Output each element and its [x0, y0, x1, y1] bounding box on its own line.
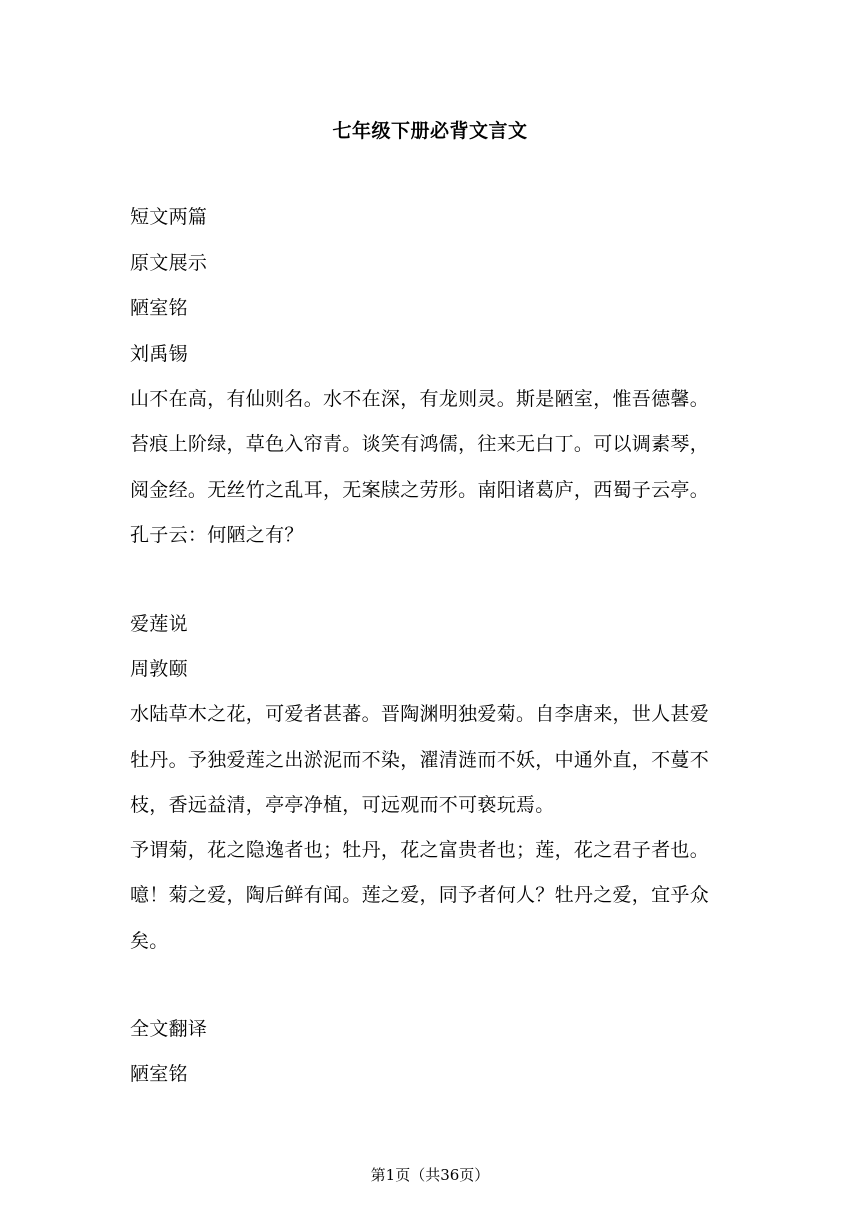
paragraph-line: 苔痕上阶绿，草色入帘青。谈笑有鸿儒，往来无白丁。可以调素琴， [130, 433, 710, 455]
author-name: 刘禹锡 [130, 343, 188, 365]
paragraph-line: 阅金经。无丝竹之乱耳，无案牍之劳形。南阳诸葛庐，西蜀子云亭。 [130, 479, 710, 501]
section-heading: 短文两篇 [130, 206, 208, 228]
paragraph-line: 牡丹。予独爱莲之出淤泥而不染，濯清涟而不妖，中通外直，不蔓不 [130, 749, 710, 771]
paragraph-line: 枝，香远益清，亭亭净植，可远观而不可亵玩焉。 [130, 794, 555, 816]
paragraph-line: 噫！菊之爱，陶后鲜有闻。莲之爱，同予者何人？牡丹之爱，宜乎众 [130, 884, 710, 906]
poem-title: 爱莲说 [130, 613, 188, 635]
paragraph-line: 水陆草木之花，可爱者甚蕃。晋陶渊明独爱菊。自李唐来，世人甚爱 [130, 703, 710, 725]
paragraph-line: 矣。 [130, 930, 169, 952]
poem-title: 陋室铭 [130, 1063, 188, 1085]
section-heading: 全文翻译 [130, 1018, 208, 1040]
author-name: 周敦颐 [130, 658, 188, 680]
document-title: 七年级下册必背文言文 [332, 120, 528, 142]
page-footer: 第1页（共36页） [370, 1166, 490, 1184]
paragraph-line: 予谓菊，花之隐逸者也；牡丹，花之富贵者也；莲，花之君子者也。 [130, 839, 710, 861]
subheading: 原文展示 [130, 252, 208, 274]
paragraph-line: 山不在高，有仙则名。水不在深，有龙则灵。斯是陋室，惟吾德馨。 [130, 388, 710, 410]
paragraph-line: 孔子云：何陋之有？ [130, 524, 304, 546]
poem-title: 陋室铭 [130, 297, 188, 319]
